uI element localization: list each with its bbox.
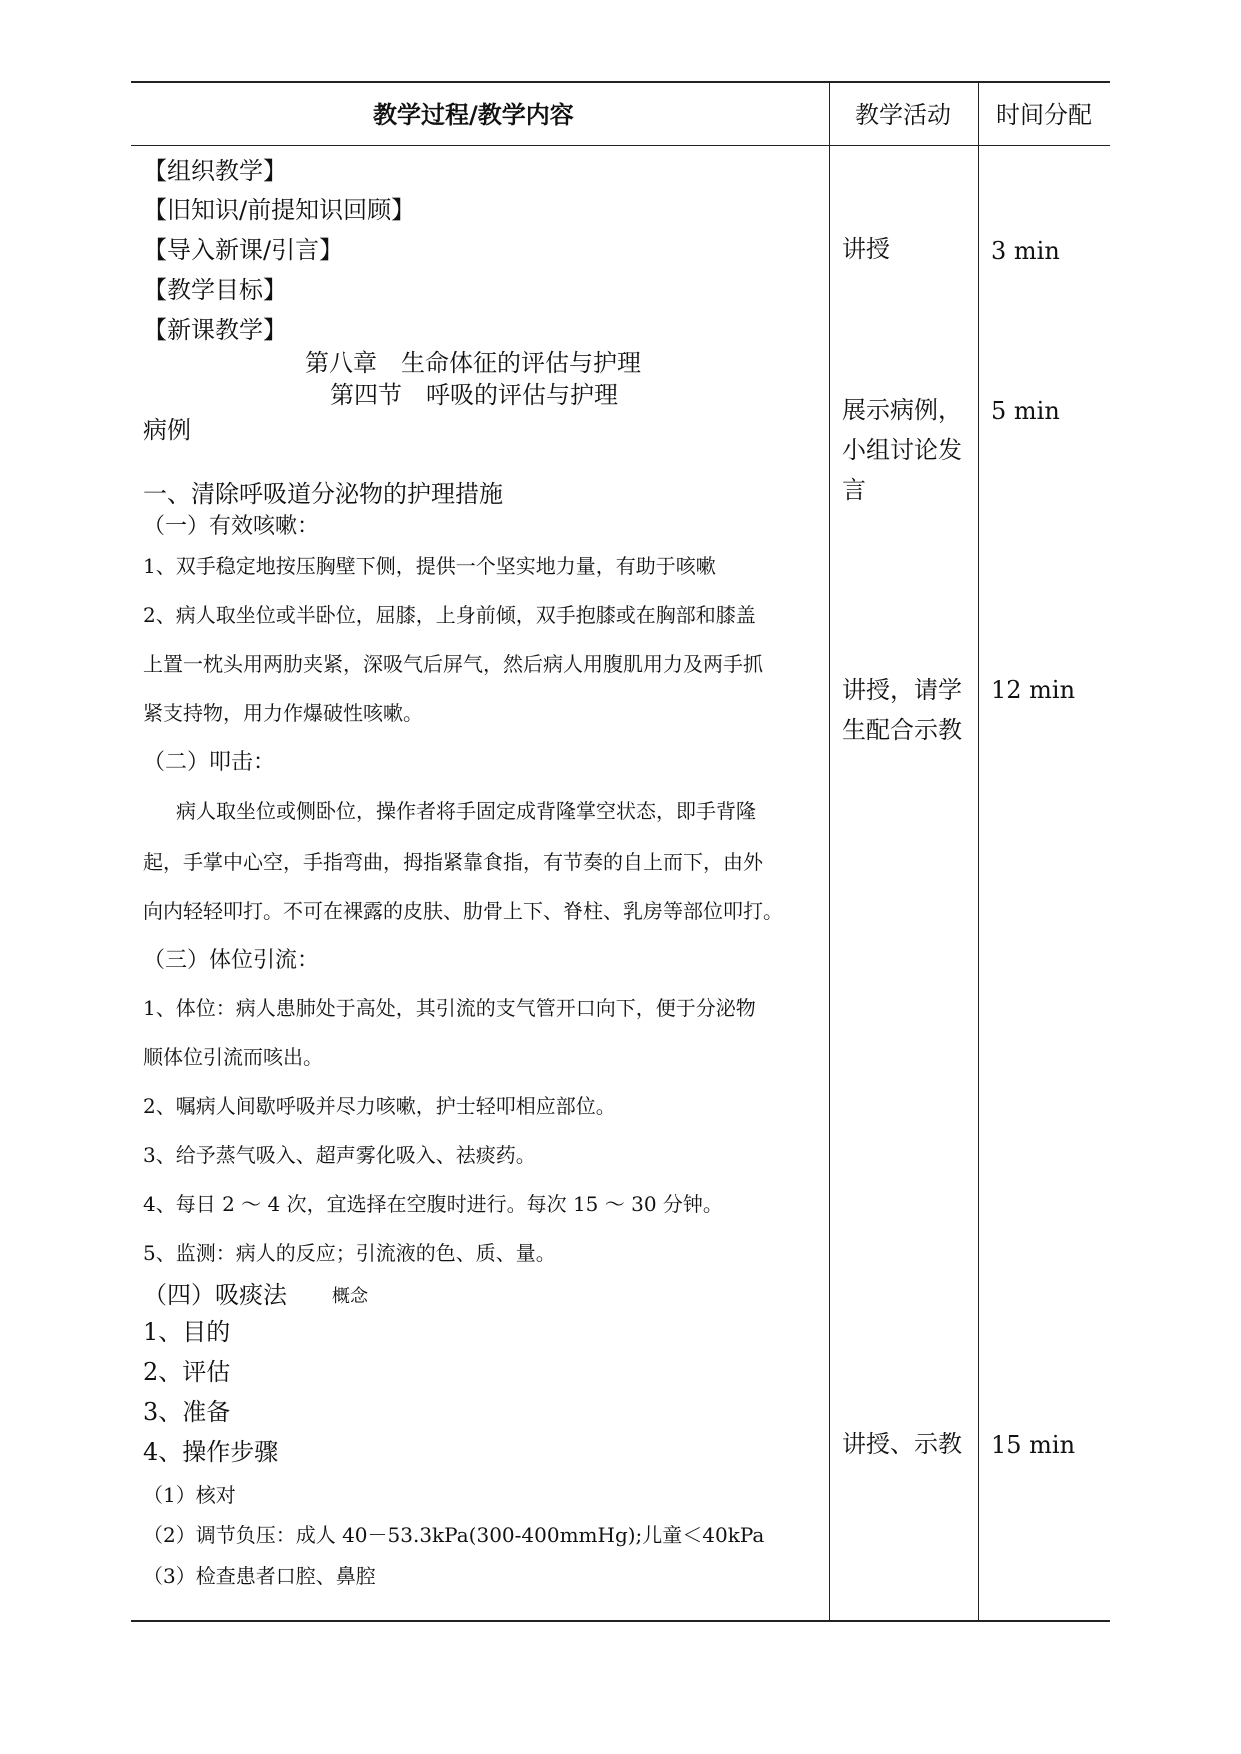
drainage-item-4: 4、每日 2 ～ 4 次，宜选择在空腹时进行。每次 15 ～ 30 分钟。: [143, 1192, 723, 1216]
cough-item-2-line-2: 上置一枕头用两肋夹紧，深吸气后屏气，然后病人用腹肌用力及两手抓: [143, 652, 763, 676]
topic-1-heading: 一、清除呼吸道分泌物的护理措施: [143, 480, 503, 508]
activity-lecture-1: 讲授: [842, 235, 890, 263]
new-lesson: 【新课教学】: [143, 316, 287, 344]
intro: 【导入新课/引言】: [143, 236, 344, 264]
percussion-line-1: 病人取坐位或侧卧位，操作者将手固定成背隆掌空状态，即手背隆: [176, 799, 756, 823]
subheading-postural-drainage: （三）体位引流：: [143, 948, 320, 973]
cough-item-2-line-1: 2、病人取坐位或半卧位，屈膝，上身前倾，双手抱膝或在胸部和膝盖: [143, 603, 756, 627]
percussion-line-2: 起，手掌中心空，手指弯曲，拇指紧靠食指，有节奏的自上而下，由外: [143, 850, 763, 874]
drainage-item-2: 2、嘱病人间歇呼吸并尽力咳嗽，护士轻叩相应部位。: [143, 1094, 616, 1118]
subheading-percussion: （二）叩击：: [143, 750, 276, 775]
step-3: （3）检查患者口腔、鼻腔: [143, 1564, 376, 1588]
percussion-line-3: 向内轻轻叩打。不可在裸露的皮肤、肋骨上下、脊柱、乳房等部位叩打。: [143, 899, 783, 923]
column-divider-1: [829, 81, 830, 1621]
header-time: 时间分配: [996, 101, 1092, 129]
time-4: 15 min: [991, 1431, 1076, 1459]
drainage-item-3: 3、给予蒸气吸入、超声雾化吸入、祛痰药。: [143, 1143, 536, 1167]
org-teaching: 【组织教学】: [143, 157, 287, 185]
time-2: 5 min: [991, 397, 1060, 425]
case-label: 病例: [143, 416, 191, 444]
header-bottom-border: [131, 145, 1110, 146]
drainage-item-5: 5、监测：病人的反应；引流液的色、质、量。: [143, 1241, 556, 1265]
drainage-item-1-line-2: 顺体位引流而咳出。: [143, 1045, 323, 1069]
table-bottom-border: [131, 1620, 1110, 1622]
chapter-title: 第八章 生命体征的评估与护理: [305, 349, 641, 377]
header-process-content: 教学过程/教学内容: [373, 101, 574, 129]
step-1: （1）核对: [143, 1483, 236, 1507]
table-top-border: [131, 81, 1110, 83]
time-3: 12 min: [991, 676, 1076, 704]
subheading-suction: （四）吸痰法: [143, 1281, 287, 1309]
cough-item-2-line-3: 紧支持物，用力作爆破性咳嗽。: [143, 701, 423, 725]
suction-item-3: 3、准备: [143, 1398, 231, 1426]
time-1: 3 min: [991, 237, 1060, 265]
header-activity: 教学活动: [855, 101, 951, 129]
suction-concept-note: 概念: [332, 1286, 368, 1307]
activity-case-discussion: 展示病例，小组讨论发言: [842, 396, 962, 504]
section-title: 第四节 呼吸的评估与护理: [330, 381, 618, 409]
activity-lecture-demo: 讲授，请学生配合示教: [842, 676, 962, 744]
subheading-effective-cough: （一）有效咳嗽：: [143, 514, 320, 539]
goals: 【教学目标】: [143, 276, 287, 304]
drainage-item-1-line-1: 1、体位：病人患肺处于高处，其引流的支气管开口向下，便于分泌物: [143, 996, 756, 1020]
step-2: （2）调节负压：成人 40－53.3kPa(300-400mmHg);儿童＜40kPa: [143, 1523, 765, 1547]
suction-item-4: 4、操作步骤: [143, 1438, 279, 1466]
column-divider-2: [978, 81, 979, 1621]
activity-lecture-2: 讲授、示教: [842, 1430, 962, 1458]
suction-item-2: 2、评估: [143, 1358, 231, 1386]
review: 【旧知识/前提知识回顾】: [143, 196, 416, 224]
cough-item-1: 1、双手稳定地按压胸壁下侧，提供一个坚实地力量，有助于咳嗽: [143, 554, 716, 578]
suction-item-1: 1、目的: [143, 1318, 231, 1346]
